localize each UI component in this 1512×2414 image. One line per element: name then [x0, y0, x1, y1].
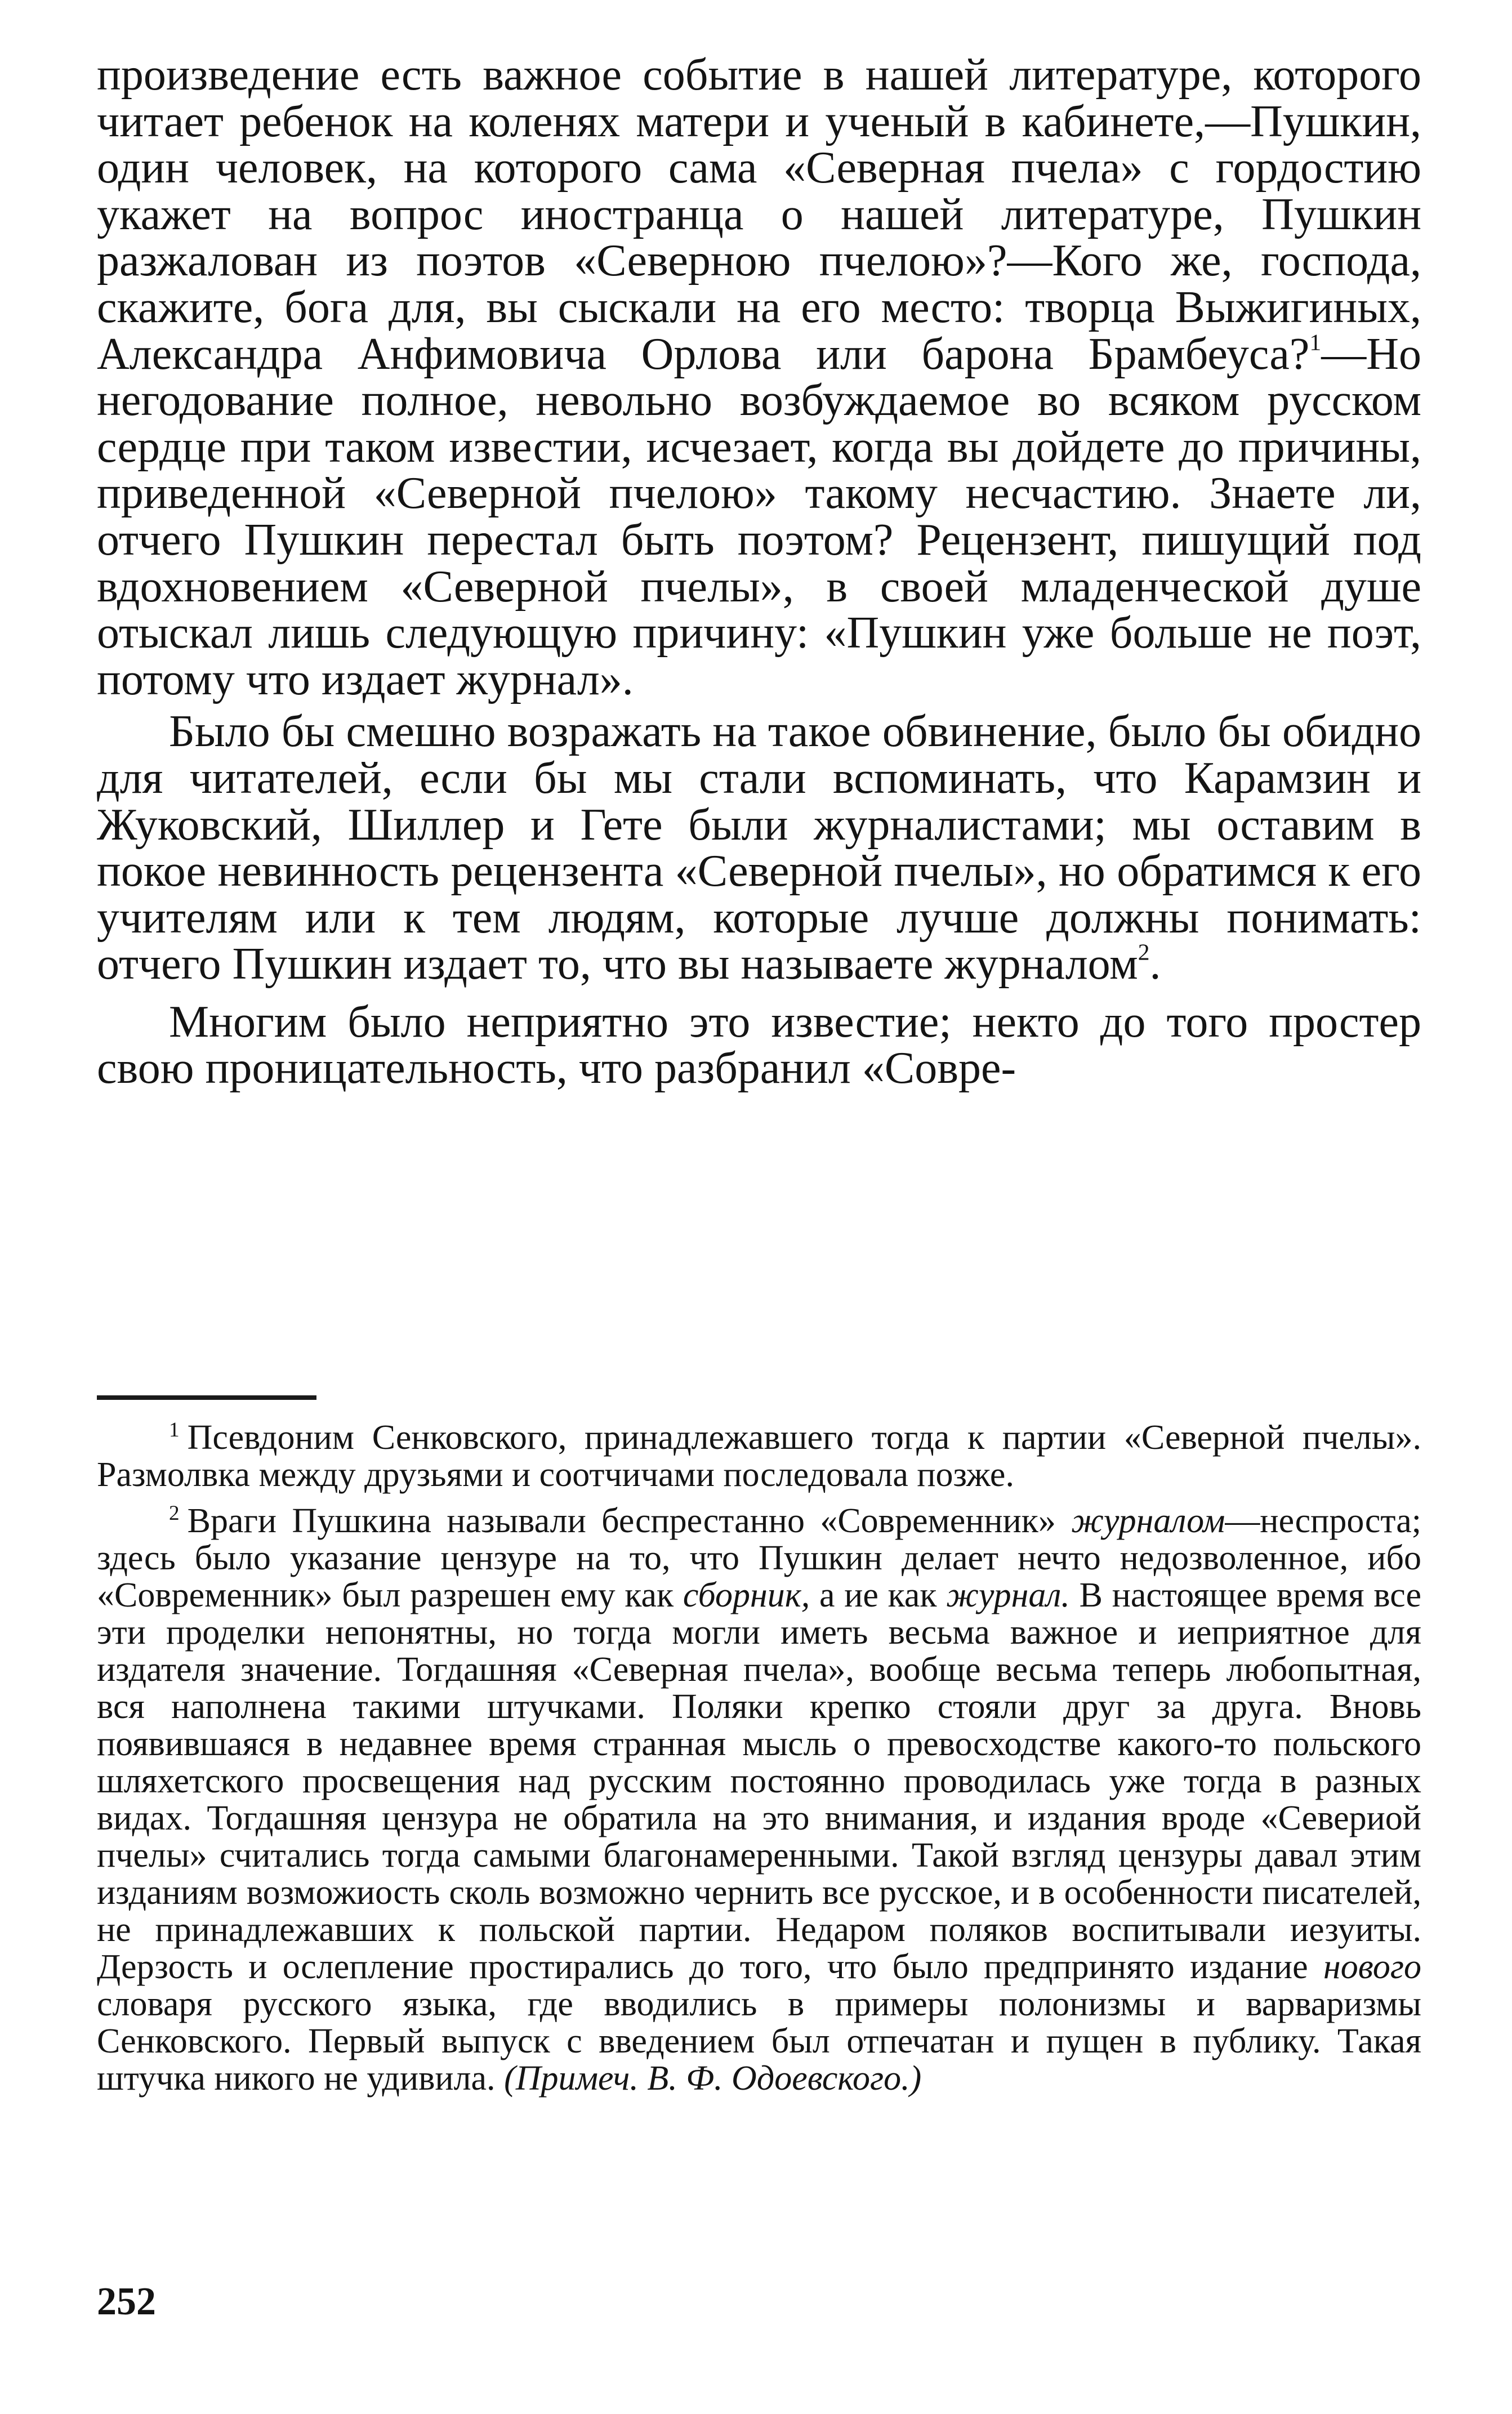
paragraph-1 — [97, 52, 1421, 703]
footnote-1-text: Псевдоним Сенковского, принадлежавшего тогда к партии «Северной пчелы». Размолвка между друзьями и соотчичами последовала позже. — [97, 1418, 1421, 1494]
footnote-2-text-e: словаря русского языка, где вводились в примеры полонизмы и варваризмы Сенковского. Первый выпуск с введением был отпечатан и пущен в публику. Такая штучка никого не удивила. — [97, 1985, 1421, 2098]
paragraph-3: Многим было неприятно это известие; некто до того простер свою проницательность, что разбранил «Совре- — [97, 997, 1421, 1094]
paragraph-1-text: произведение есть важное событие в нашей литературе, которого читает ребенок на коленях матери и ученый в кабинете,—Пушкин, один человек, на которого сама «Северная пчела» с гордостию укажет на вопрос иностранца о нашей литературе, Пушкин разжалован из поэтов «Северною пчелою»?—Кого же, господа, скажите, бога для, вы сыскали на его место: творца Выжигиных, Александра Анфимовича Орлова или барона Брамбеуса? — [97, 50, 1421, 379]
footnote-2-italic-new: нового — [1323, 1948, 1422, 1986]
footnote-2-italic-collection: сборник, — [683, 1576, 810, 1614]
footnote-2-text-c: а ие как — [819, 1576, 937, 1614]
footnote-1-number: 1 — [169, 1418, 180, 1442]
paragraph-1-continued: —Но негодование полное, невольно возбуждаемое во всяком русском сердце при таком известии, исчезает, когда вы дойдете до причины, приведенной «Северной пчелою» такому несчастию. Знаете ли, отчего Пушкин перестал быть поэтом? Рецензент, пишущий под вдохновением «Северной пчелы», в своей младенческой душе отыскал лишь следующую причину: «Пушкин уже больше не поэт, потому что издает журнал». — [97, 329, 1421, 704]
footnote-1 — [97, 1419, 1421, 1493]
footnote-2-italic-journal: журналом — [1071, 1502, 1225, 1540]
paragraph-2 — [97, 708, 1421, 988]
footnote-2-text-d: В настоящее время все эти проделки непонятны, но тогда могли иметь весьма важное и иеприятное для издателя значение. Тогдашняя «Северная пчела», вообще весьма теперь любопытная, вся наполнена такими штучками. Поляки крепко стояли друг за друга. Вновь появившаяся в недавнее время странная мысль о превосходстве какого-то польского шляхетского просвещения над русским постоянно проводилась уже тогда в разных видах. Тогдашняя цензура не обратила на это внимания, и издания вроде «Севериой пчелы» считались тогда самыми благонамеренными. Такой взгляд цензуры давал этим изданиям возможиость сколь возможно чернить все русское, и в особенности писателей, не принадлежавших к польской партии. Недаром поляков воспитывали иезуиты. Дерзость и ослепление простирались до того, что было предпринято издание — [97, 1576, 1422, 1986]
main-text — [97, 52, 1421, 1092]
footnote-2 — [97, 1502, 1421, 2097]
footnote-2-text-a: Враги Пушкина называли беспрестанно «Современник» — [187, 1502, 1056, 1540]
footnote-2-text-b: —неспроста; здесь было указание цензуре на то, что Пушкин делает нечто недозволенное, ибо «Современник» был разрешен ему как — [97, 1502, 1422, 1614]
footnote-2-number: 2 — [169, 1501, 180, 1525]
footnotes — [97, 1419, 1421, 2097]
paragraph-2-text: Было бы смешно возражать на такое обвинение, было бы обидно для читателей, если бы мы стали вспоминать, что Карамзин и Жуковский, Шиллер и Гете были журналистами; мы оставим в покое невинность рецензента «Северной пчелы», но обратимся к его учителям или к тем людям, которые лучше должны понимать: отчего Пушкин издает то, что вы называете журналом — [97, 707, 1421, 989]
footnote-ref-1[interactable]: 1 — [1309, 329, 1322, 355]
footnote-separator — [97, 1395, 316, 1400]
page-number: 252 — [97, 2280, 156, 2323]
footnote-ref-2[interactable]: 2 — [1138, 939, 1150, 966]
paragraph-2-end: . — [1149, 939, 1161, 989]
footnote-2-italic-journal-2: журнал. — [946, 1576, 1070, 1614]
footnote-2-attribution: (Примеч. В. Ф. Одоевского.) — [504, 2059, 922, 2098]
